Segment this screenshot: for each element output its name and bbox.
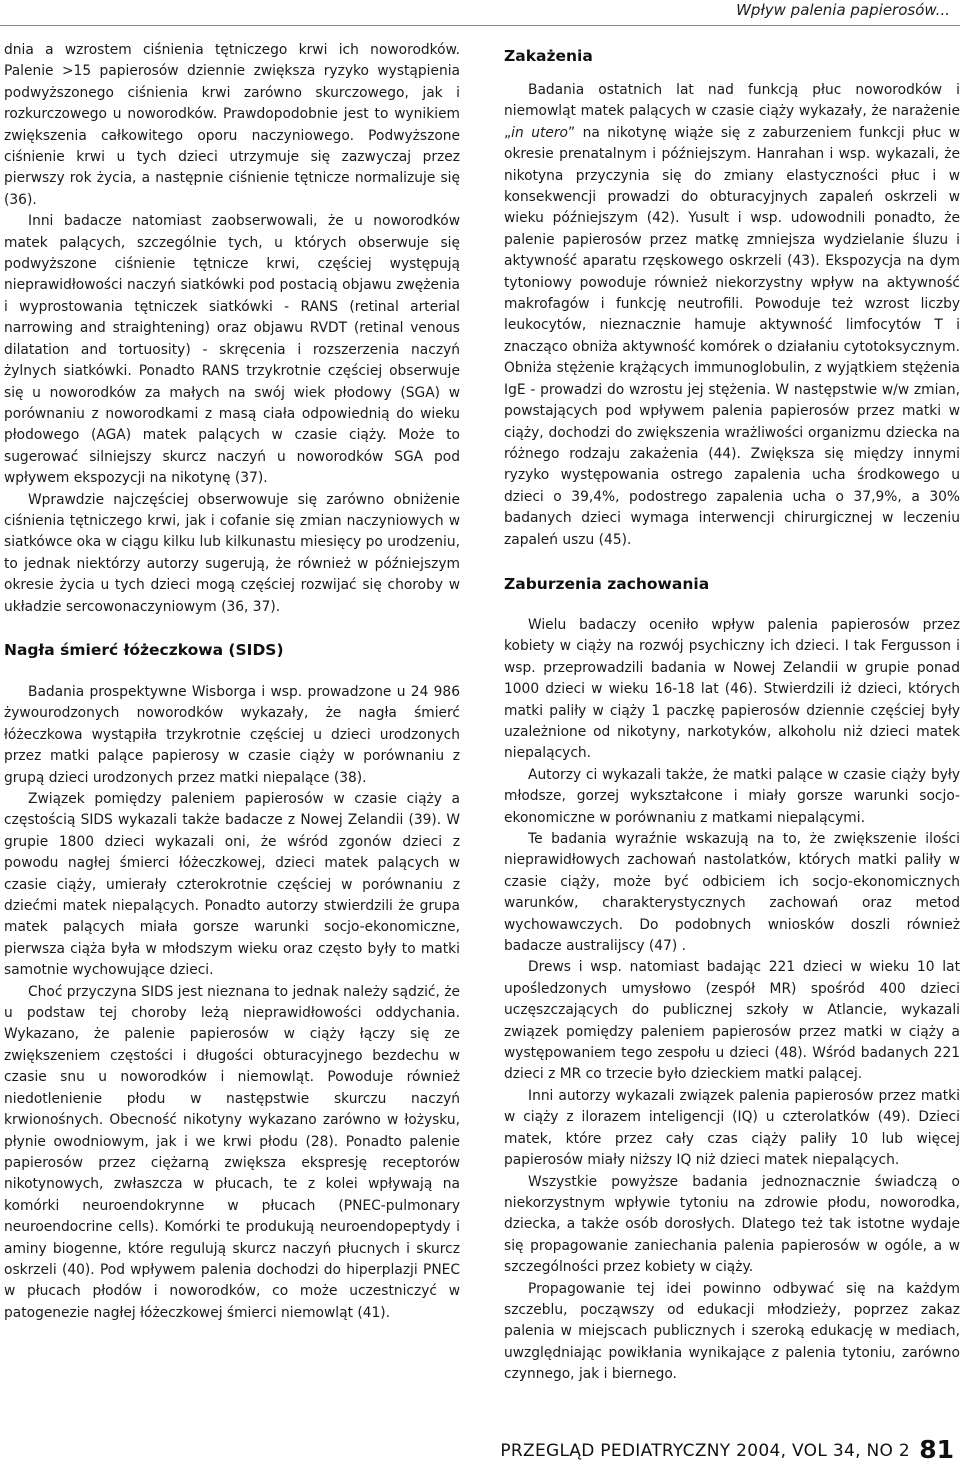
journal-citation: PRZEGLĄD PEDIATRYCZNY 2004, VOL 34, NO 2 <box>500 1441 910 1461</box>
paragraph: Drews i wsp. natomiast badając 221 dzieci w wieku 10 lat upośledzonych umysłowo (zespół MR) spośród 400 dzieci uczęszczających do publicznej szkoły w Atlancie, wykazali związek pomiędzy paleniem papierosów przez matki w ciąży a występowaniem tego zespołu u dzieci (48). Wśród badanych 221 dzieci z MR co trzecie było dzieckiem matki palącej. <box>504 959 960 1083</box>
paragraph: Inni autorzy wykazali związek palenia papierosów przez matki w ciąży z ilorazem inteligencji (IQ) u czterolatków (49). Dzieci matek, które przez cały czas ciąży paliły 10 lub więcej papierosów miały niższy IQ niż dzieci matek niepalących. <box>504 1087 960 1169</box>
paragraph: Wszystkie powyższe badania jednoznacznie świadczą o niekorzystnym wpływie tytoniu na zdrowie płodu, noworodka, dziecka, a także osób dorosłych. Dlatego też tak istotne wydaje się propagowanie zaniechania palenia papierosów w ogóle, a w szczególności przez kobiety w ciąży. <box>504 1173 960 1276</box>
paragraph: dnia a wzrostem ciśnienia tętniczego krwi ich noworodków. Palenie >15 papierosów dziennie zwiększa ryzyko wystąpienia podwyższonego ciśnienia krwi zarówno skurczowego, jak i rozkurczowego u noworodków. Prawdopodobnie jest to wynikiem zwiększenia całkowitego oporu naczyniowego. Podwyższone ciśnienie krwi u tych dzieci utrzymuje się zazwyczaj przez pierwszy rok życia, a następnie ciśnienie tętnicze normalizuje się (36). <box>4 42 460 208</box>
paragraph-text: Badania ostatnich lat nad funkcją płuc noworodków i niemowląt matek palących w czasie ciąży wykazały, że narażenie „ <box>504 82 960 141</box>
section-heading-behavior: Zaburzenia zachowania <box>504 574 710 593</box>
paragraph: Te badania wyraźnie wskazują na to, że zwiększenie ilości nieprawidłowych zachowań nastolatków, których matki paliły w czasie ciąży, może być odbiciem ich socjo-ekonomicznych warunków, charakterystycznych zachowań oraz metod wychowawczych. Do podobnych wniosków doszli również badacze australijscy (47) . <box>504 831 960 955</box>
page-number: 81 <box>919 1435 954 1464</box>
paragraph <box>504 80 960 551</box>
paragraph: Badania prospektywne Wisborga i wsp. prowadzone u 24 986 żywourodzonych noworodków wykazały, że nagła śmierć łóżeczkowa wystąpiła trzykrotnie częściej u dzieci urodzonych przez matki palące papierosy w czasie ciąży w porównaniu z grupą dzieci urodzonych przez matki niepalące (38). <box>4 683 460 786</box>
right-column <box>504 40 960 1420</box>
paragraph: Autorzy ci wykazali także, że matki palące w czasie ciąży były młodsze, gorzej wykształcone i miały gorsze warunki socjo-ekonomiczne w porównaniu z matkami niepalącymi. <box>504 766 960 826</box>
paragraph: Wielu badaczy oceniło wpływ palenia papierosów przez kobiety w ciąży na rozwój psychiczny ich dzieci. I tak Fergusson i wsp. przeprowadzili badania w Nowej Zelandii w grupie ponad 1000 dzieci w wieku 16-18 lat (46). Stwierdzili iż dzieci, których matki paliły w ciąży 1 paczkę papierosów dziennie częściej były uzależnione od nikotyny, narkotyków, alkoholu niż dzieci matek niepalących. <box>504 616 960 762</box>
paragraph: Związek pomiędzy paleniem papierosów w czasie ciąży a częstością SIDS wykazali także badacze z Nowej Zelandii (39). W grupie 1800 dzieci wykazali oni, że wśród zgonów dzieci z powodu nagłej śmierci łóżeczkowej, dzieci matek palących w czasie ciąży, umierały czterokrotnie częściej w porównaniu z dziećmi matek niepalących. Ponadto autorzy stwierdzili że grupa matek palących miała gorsze warunki socjo-ekonomiczne, pierwsza ciąża była w młodszym wieku oraz często były to matki samotnie wychowujące dzieci. <box>4 791 460 979</box>
paragraph: Inni badacze natomiast zaobserwowali, że u noworodków matek palących, szczególnie tych, u których obserwuje się podwyższone ciśnienie tętnicze krwi, częściej występują nieprawidłowości naczyń siatkówki pod postacią objawu zwężenia i wyprostowania tętniczek siatkówki - RANS (retinal arterial narrowing and straightening) oraz objawu RVDT (retinal venous dilatation and tortuosity) - skręcenia i rozszerzenia naczyń żylnych siatkówki. Ponadto RANS trzykrotnie częściej obserwuje się u noworodków za małych na swój wiek płodowy (SGA) w porównaniu z noworodkami z masą ciała odpowiednią do wieku płodowego (AGA) matek palących w czasie ciąży. Może to sugerować silniejszy skurcz naczyń u noworodków SGA pod wpływem ekspozycji na nikotynę (37). <box>4 213 460 487</box>
left-column <box>4 40 460 1420</box>
latin-term: in utero <box>511 124 568 141</box>
page-footer <box>0 1432 960 1478</box>
section-heading-infections: Zakażenia <box>504 47 593 65</box>
paragraph: Choć przyczyna SIDS jest nieznana to jednak należy sądzić, że u podstaw tej choroby leżą nieprawidłowości oddychania. Wykazano, że palenie papierosów w ciąży łączy się ze zwiększeniem częstości i długości obturacyjnego bezdechu w czasie snu u noworodków i niemowląt. Powoduje również niedotlenienie płodu w następstwie skurczu naczyń krwionośnych. Obecność nikotyny wykazano zarówno w łożysku, płynie owodniowym, jak i we krwi płodu (28). Ponadto palenie papierosów przez ciężarną zwiększa ekspresję receptorów nikotynowych, zwłaszcza w płucach, te z kolei wpływają na komórki neuroendokrynne w płucach (PNEC-pulmonary neuroendocrine cells). Komórki te produkują neuroendopeptydy i aminy biogenne, które regulują skurcz naczyń płucnych i skurcz oskrzeli (40). Pod wpływem palenia dochodzi do hiperplazji PNEC w płucach płodów i noworodków, co może uczestniczyć w patogenezie nagłej łóżeczkowej śmierci niemowląt (41). <box>4 983 460 1321</box>
paragraph: Propagowanie tej idei powinno odbywać się na każdym szczeblu, począwszy od edukacji młodzieży, poprzez zakaz palenia w miejscach publicznych i szeroką edukację w mediach, uwzględniając powikłania wynikające z palenia tytoniu, zarówno czynnego, jak i biernego. <box>504 1280 960 1383</box>
running-header <box>0 0 960 26</box>
paragraph: Wprawdzie najczęściej obserwowuje się zarówno obniżenie ciśnienia tętniczego krwi, jak i cofanie się zmian naczyniowych w siatkówce oka w ciągu kilku lub kilkunastu miesięcy po urodzeniu, to jednak niektórzy autorzy sugerują, że również w późniejszym okresie życia u tych dzieci mogą częściej rozwijać się choroby w układzie sercowonaczyniowym (36, 37). <box>4 491 460 615</box>
running-title: Wpływ palenia papierosów... <box>736 1 950 19</box>
section-heading-sids: Nagła śmierć łóżeczkowa (SIDS) <box>4 640 284 659</box>
paragraph-text: ” na nikotynę wiąże się z zaburzeniem funkcji płuc w okresie prenatalnym i późniejszym. Hanrahan i wsp. wykazali, że nikotyna przyczynia się do zmiany elastyczności płuc i w konsekwencji prowadzi do obturacyjnych zapaleń oskrzeli w wieku późniejszym (42). Yusult i wsp. udowodnili ponadto, że palenie papierosów przez matkę zmniejsza wydzielanie śluzu i aktywność aparatu rzęskowego oskrzeli (43). Ekspozycja na dym tytoniowy powoduje również niekorzystny wpływ na aktywność makrofagów i funkcję neutrofili. Powoduje też wzrost liczby leukocytów, nieznacznie hamuje aktywność limfocytów T i znacząco obniża aktywność komórek o działaniu cytotoksycznym. Obniża stężenie krążących immunoglobulin, z wyjątkiem stężenia IgE - prowadzi do wzrostu jej stężenia. W następstwie w/w zmian, powstających pod wpływem palenia papierosów przez matki w ciąży, dochodzi do zwiększenia wrażliwości organizmu dziecka na różnego rodzaju zakażenia (44). Zwiększa się między innymi ryzyko występowania ostrego zapalenia ucha środkowego u dzieci o 39,4%, podostrego zapalenia ucha o 37,9%, a 30% badanych dzieci wymaga interwencji chirurgicznej w leczeniu zapaleń uszu (45). <box>504 124 960 548</box>
